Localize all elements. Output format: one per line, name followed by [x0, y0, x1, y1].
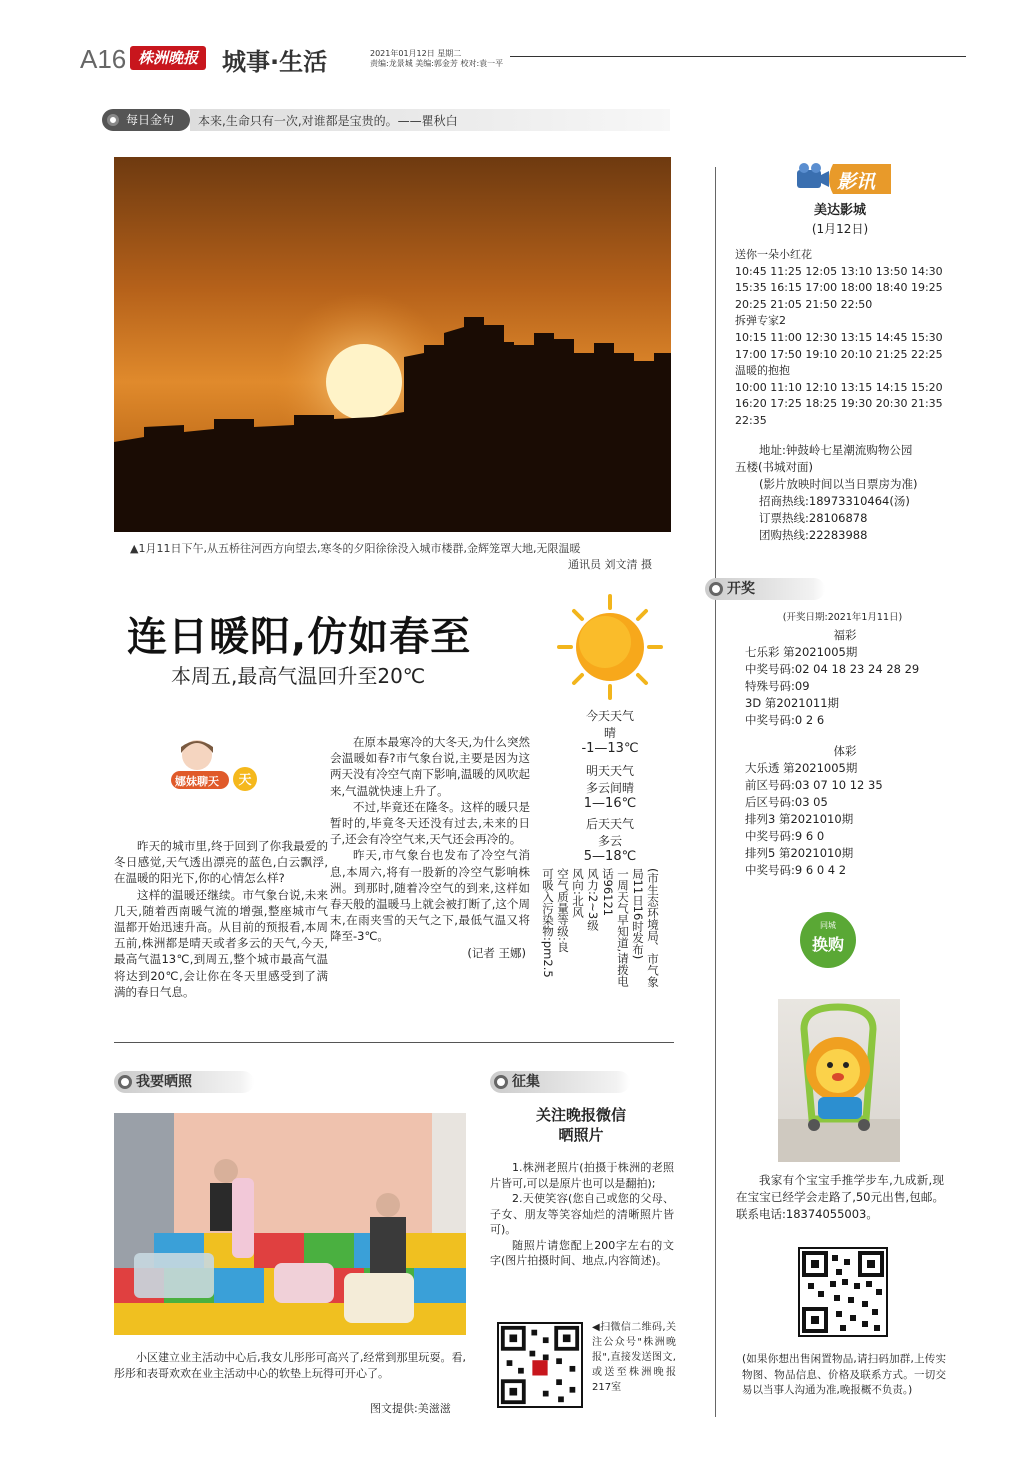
movie-times: 17:00 17:50 19:10 20:10 21:25 22:25: [735, 347, 943, 361]
lottery-line: 排列3 第2021010期: [745, 812, 854, 826]
section-title: 城事·生活: [222, 48, 328, 76]
column-divider: [715, 167, 716, 1417]
show-photo-caption: [114, 1350, 466, 1382]
swap-ad-text: 我家有个宝宝手推学步车,九成新,现在宝宝已经学会走路了,50元出售,包邮。联系电话:18374055003。: [736, 1173, 944, 1221]
kids-photo: [114, 1113, 466, 1335]
call-qr-note: ◀扫微信二维码,关注公众号"株洲晚报",直接发送图文,或送至株洲晚报217室: [592, 1322, 676, 1393]
bullet-icon: [709, 582, 723, 596]
quote-tag-label: 每日金句: [126, 113, 175, 127]
lottery-line: 中奖号码:02 04 18 23 24 28 29: [745, 662, 920, 676]
bullet-icon: [107, 114, 119, 126]
lottery-line: 后区号码:03 05: [745, 795, 828, 809]
weather-source: (市生态环境局、市气象局11日16时发布): [631, 868, 660, 988]
cinema-schedule: [735, 247, 950, 430]
lottery-welfare-title: 福彩: [833, 628, 857, 642]
call-items: [490, 1160, 674, 1269]
sunset-photo: [114, 157, 671, 532]
swap-badge-top: 同城: [820, 921, 836, 930]
article-paragraph: 昨天的城市里,终于回到了你我最爱的冬日感觉,天气透出漂亮的蓝色,白云飘浮,在温暖的阳光下,你的心情怎么样?: [114, 839, 328, 886]
movie-times: 20:25 21:05 21:50 22:50: [735, 297, 873, 311]
article-paragraph: 在原本最寒冷的大冬天,为什么突然会温暖如春?市气象台说,主要是因为这两天没有冷空气南下影响,温暖的风吹起来,气温就快速上升了。: [330, 735, 530, 798]
lottery-date: (开奖日期:2021年1月11日): [782, 612, 903, 623]
call-item: 随照片请您配上200字左右的文字(图片拍摄时间、地点,内容简述)。: [490, 1238, 674, 1267]
newspaper-logo: 株洲晚报: [130, 46, 206, 70]
article-reporter: (记者 王娜): [467, 945, 526, 960]
weather-after: [555, 815, 665, 864]
reporter-badge: [165, 735, 265, 795]
lottery-line: 七乐彩 第2021005期: [745, 645, 858, 659]
weather-today-temp: -1—13℃: [581, 741, 639, 756]
weather-pollutant: 可吸入污染物:pm2.5: [541, 868, 555, 978]
qr-pattern: [499, 1324, 581, 1406]
qr-pattern: [800, 1249, 886, 1335]
header-credits: 责编:龙景城 美编:郭金芳 校对:袁一平: [370, 59, 504, 68]
lottery-label-text: 开奖: [727, 581, 755, 597]
lottery-line: 中奖号码:0 2 6: [745, 713, 825, 727]
weather-tomorrow: [555, 762, 665, 811]
sun-icon: [555, 592, 665, 702]
call-title-line: 关注晚报微信: [535, 1106, 626, 1124]
cinema-address: 地址:钟鼓岭七星潮流购物公园: [759, 443, 913, 457]
lottery-sports: [745, 743, 945, 879]
baby-walker-photo: [778, 999, 900, 1162]
movie-times: 22:35: [735, 413, 767, 427]
qr-code-wechat[interactable]: [497, 1322, 583, 1408]
article-column-2: [330, 734, 530, 961]
page-number: A16: [80, 44, 127, 74]
weather-after-label: 后天天气: [585, 817, 634, 831]
movie-times: 10:00 11:10 12:10 13:15 14:15 15:20: [735, 380, 943, 394]
show-photo-caption-text: 小区建立业主活动中心后,我女儿彤彤可高兴了,经常到那里玩耍。看,彤彤和表哥欢欢在业主活动中心的软垫上玩得可开心了。: [114, 1351, 466, 1380]
call-item: 1.株洲老照片(拍摄于株洲的老照片皆可,可以是原片也可以是翻拍);: [490, 1161, 674, 1190]
swap-note: (如果你想出售闲置物品,请扫码加群,上传实物图、物品信息、价格及联系方式。一切交易以当事人沟通为准,晚报概不负责。): [742, 1353, 946, 1396]
weather-after-condition: 多云: [597, 834, 622, 848]
cinema-hotline: 团购热线:22283988: [759, 528, 868, 542]
show-photo-label-text: 我要晒照: [136, 1074, 192, 1090]
svg-text:天: 天: [238, 773, 252, 788]
cinema-name: 美达影城: [813, 203, 866, 218]
photo-credit: 通讯员 刘文清 摄: [568, 558, 652, 571]
lottery-welfare: [745, 627, 945, 729]
header-date: 2021年01月12日 星期二: [370, 49, 462, 58]
call-label: [490, 1071, 630, 1093]
article-paragraph: 昨天,市气象台也发布了冷空气消息,本周六,将有一股新的冷空气影响株洲。到那时,随着冷空气的到来,这样如春天般的温暖马上就会被打断了,这个周末,在雨夹雪的天气之下,最低气温又将降至-3℃。: [330, 848, 530, 944]
weather-today: [555, 707, 665, 756]
call-label-text: 征集: [512, 1074, 540, 1090]
cinema-badge-label: 影讯: [837, 171, 876, 193]
lottery-line: 特殊号码:09: [745, 679, 810, 693]
weather-tomorrow-condition: 多云间晴: [585, 781, 634, 795]
movie-title: 温暖的抱抱: [735, 364, 790, 378]
show-photo-credit: 图文提供:美滋滋: [370, 1402, 451, 1415]
movie-times: 10:45 11:25 12:05 13:10 13:50 14:30: [735, 264, 943, 278]
movie-times: 16:20 17:25 18:25 19:30 20:30 21:35: [735, 397, 943, 411]
cinema-contact: [735, 442, 950, 544]
movie-title: 送你一朵小红花: [735, 248, 812, 261]
lottery-line: 3D 第2021011期: [745, 696, 840, 710]
quote-text: 本来,生命只有一次,对谁都是宝贵的。——瞿秋白: [198, 114, 458, 128]
cinema-hotline: 招商热线:18973310464(汤): [759, 494, 910, 508]
cinema-hotline: 订票热线:28106878: [759, 511, 868, 525]
photo-caption: ▲1月11日下午,从五桥往河西方向望去,寒冬的夕阳徐徐没入城市楼群,金辉笼罩大地,无限温暖: [130, 542, 581, 555]
subheadline: 本周五,最高气温回升至20℃: [171, 664, 426, 688]
lottery-line: 前区号码:03 07 10 12 35: [745, 778, 883, 792]
call-title-line: 晒照片: [558, 1126, 604, 1144]
weather-wind-force: 风力:2~3级: [586, 868, 600, 931]
weather-hotline: 一周天气早知道,请拨电话96121: [601, 868, 630, 987]
lottery-label: [705, 578, 825, 600]
weather-air-quality: 空气质量等级:良: [556, 868, 570, 953]
movie-title: 拆弹专家2: [735, 314, 786, 328]
qr-code-swap[interactable]: [798, 1247, 888, 1337]
cinema-address: 五楼(书城对面): [735, 460, 813, 474]
weather-tomorrow-label: 明天天气: [585, 764, 634, 778]
weather-today-condition: 晴: [603, 726, 616, 740]
article-column-1: [114, 838, 328, 1000]
lottery-line: 排列5 第2021010期: [745, 846, 854, 860]
header-rule: [510, 56, 966, 57]
show-photo-label: [114, 1071, 254, 1093]
call-item: 2.天使笑容(您自己或您的父母、子女、朋友等笑容灿烂的清晰照片皆可)。: [490, 1192, 674, 1236]
section-rule: [114, 1042, 674, 1043]
cinema-note: (影片放映时间以当日票房为准): [759, 477, 918, 491]
bullet-icon: [494, 1075, 508, 1089]
article-paragraph: 这样的温暖还继续。市气象台说,未来几天,随着西南暖气流的增强,整座城市气温都开始迅速升高。从目前的预报看,本周五前,株洲都是晴天或者多云的天气,今天,最高气温13℃,到周五,整个城市最高气温将达到20℃,会让你在冬天里感受到了满满的春日气息。: [114, 887, 328, 999]
weather-details: [540, 868, 660, 998]
lottery-line: 大乐透 第2021005期: [745, 761, 858, 775]
lottery-sports-title: 体彩: [833, 744, 857, 758]
headline: 连日暖阳,仿如春至: [127, 614, 472, 660]
article-paragraph: 不过,毕竟还在隆冬。这样的暖只是暂时的,毕竟冬天还没有过去,未来的日子,还会有冷空气来,天气还会再冷的。: [330, 799, 530, 847]
cinema-badge: [795, 162, 895, 196]
movie-times: 15:35 16:15 17:00 18:00 18:40 19:25: [735, 281, 943, 295]
weather-after-temp: 5—18℃: [583, 849, 637, 864]
reporter-badge-label: 娜妹聊天: [175, 775, 219, 788]
movie-times: 10:15 11:00 12:30 13:15 14:45 15:30: [735, 330, 943, 344]
sunset-skyline-illustration: [114, 157, 671, 532]
weather-tomorrow-temp: 1—16℃: [583, 796, 637, 811]
cinema-date: (1月12日): [811, 222, 869, 236]
swap-badge-main: 换购: [811, 935, 844, 954]
call-title: [488, 1105, 674, 1145]
weather-wind-direction: 风向:北风: [571, 868, 585, 918]
lottery-line: 中奖号码:9 6 0: [745, 829, 825, 843]
weather-today-label: 今天天气: [585, 709, 634, 723]
lottery-line: 中奖号码:9 6 0 4 2: [745, 863, 847, 877]
swap-badge: [800, 912, 856, 968]
quote-tag: [102, 109, 190, 131]
bullet-icon: [118, 1075, 132, 1089]
